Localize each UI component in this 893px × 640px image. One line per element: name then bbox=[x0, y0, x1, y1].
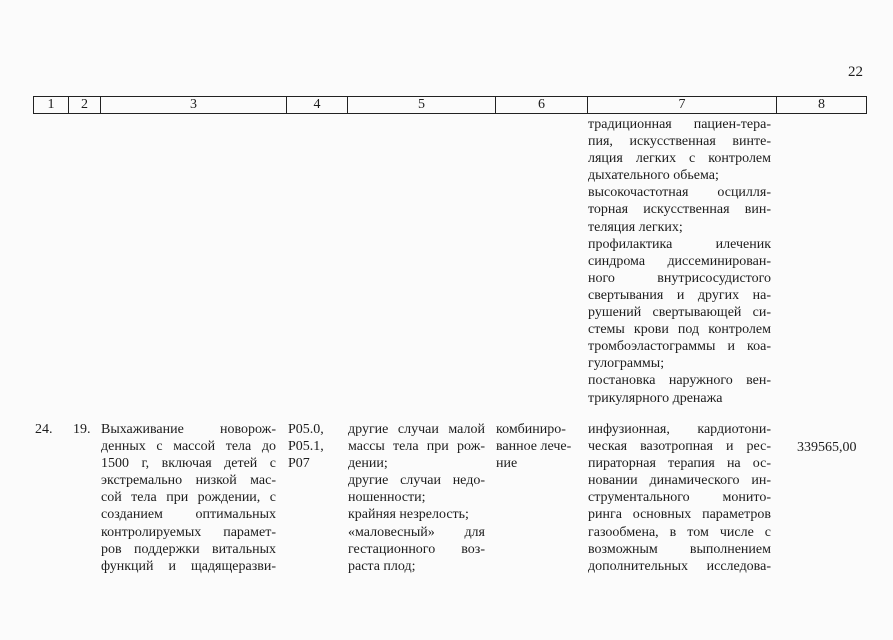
text-line: ванное лече- bbox=[496, 439, 572, 455]
text-line: другие случаи недо- bbox=[348, 473, 485, 489]
continuation-method-text bbox=[588, 116, 771, 407]
header-col-3: 3 bbox=[101, 97, 287, 113]
row-number: 24. bbox=[35, 422, 53, 437]
text-line: трикулярного дренажа bbox=[588, 390, 723, 406]
header-col-1: 1 bbox=[34, 97, 69, 113]
text-line: функций и щадящеразви- bbox=[101, 558, 276, 574]
header-col-7: 7 bbox=[588, 97, 777, 113]
text-line: ние bbox=[496, 456, 518, 472]
text-line: комбиниро- bbox=[496, 422, 566, 437]
text-line: ческая вазотропная и рес- bbox=[588, 439, 771, 455]
text-line: «маловесный» для bbox=[348, 524, 485, 540]
text-line: ного внутрисосудистого bbox=[588, 270, 771, 286]
header-col-8: 8 bbox=[818, 97, 825, 112]
header-col-5: 5 bbox=[348, 97, 496, 113]
text-line: рушений свертывающей си- bbox=[588, 305, 771, 321]
icd-codes-text bbox=[288, 421, 343, 472]
header-col-2: 2 bbox=[69, 97, 101, 113]
care-name-text bbox=[101, 421, 276, 575]
text-line: ляция легких с контролем bbox=[588, 151, 771, 167]
text-line: высокочастотная осцилля- bbox=[588, 185, 771, 201]
text-line: P07 bbox=[288, 456, 310, 472]
text-line: ношенности; bbox=[348, 490, 426, 506]
text-line: дополнительных исследова- bbox=[588, 558, 771, 574]
page-number: 22 bbox=[848, 64, 863, 80]
text-line: ринга основных параметров bbox=[588, 507, 771, 523]
text-line: пия, искусственная винте- bbox=[588, 134, 771, 150]
text-line: P05.1, bbox=[288, 439, 324, 455]
text-line: гулограммы; bbox=[588, 356, 665, 372]
text-line: дыхательного обьема; bbox=[588, 168, 719, 184]
text-line: экстремально низкой мас- bbox=[101, 473, 276, 489]
header-col-4: 4 bbox=[287, 97, 348, 113]
text-line: гестационного воз- bbox=[348, 541, 485, 557]
text-line: постановка наружного вен- bbox=[588, 373, 771, 389]
text-line: созданием оптимальных bbox=[101, 507, 276, 523]
patient-model-text bbox=[348, 421, 485, 575]
text-line: тромбоэластограммы и коа- bbox=[588, 339, 771, 355]
text-line: синдрома диссеминирован- bbox=[588, 253, 771, 269]
text-line: пираторная терапия на ос- bbox=[588, 456, 771, 472]
text-line: профилактика илеченик bbox=[588, 236, 771, 252]
header-col-6: 6 bbox=[496, 97, 588, 113]
text-line: дении; bbox=[348, 456, 388, 472]
text-line: торная искусственная вин- bbox=[588, 202, 771, 218]
text-line: струментального монито- bbox=[588, 490, 771, 506]
text-line: традиционная пациен-тера- bbox=[588, 117, 771, 132]
text-line: стемы крови под контролем bbox=[588, 322, 771, 338]
text-line: свертывания и других на- bbox=[588, 287, 771, 303]
text-line: контролируемых парамет- bbox=[101, 524, 276, 540]
text-line: сой тела при рождении, с bbox=[101, 490, 276, 506]
text-line: P05.0, bbox=[288, 422, 324, 437]
text-line: крайняя незрелость; bbox=[348, 507, 469, 523]
text-line: ров поддержки витальных bbox=[101, 541, 276, 557]
text-line: Выхаживание новорож- bbox=[101, 422, 276, 437]
group-number: 19. bbox=[73, 422, 91, 437]
text-line: 1500 г, включая детей с bbox=[101, 456, 276, 472]
text-line: теляция легких; bbox=[588, 219, 683, 235]
treatment-method-text bbox=[588, 421, 771, 575]
treatment-type-text bbox=[496, 421, 584, 472]
text-line: раста плод; bbox=[348, 558, 416, 574]
text-line: возможным выполнением bbox=[588, 541, 771, 557]
text-line: инфузионная, кардиотони- bbox=[588, 422, 771, 437]
text-line: газообмена, в том числе с bbox=[588, 524, 771, 540]
text-line: денных с массой тела до bbox=[101, 439, 276, 455]
cost-value: 339565,00 bbox=[797, 440, 857, 455]
text-line: новании динамического ин- bbox=[588, 473, 771, 489]
text-line: массы тела при рож- bbox=[348, 439, 485, 455]
table-header-row bbox=[33, 96, 867, 114]
text-line: другие случаи малой bbox=[348, 422, 485, 437]
